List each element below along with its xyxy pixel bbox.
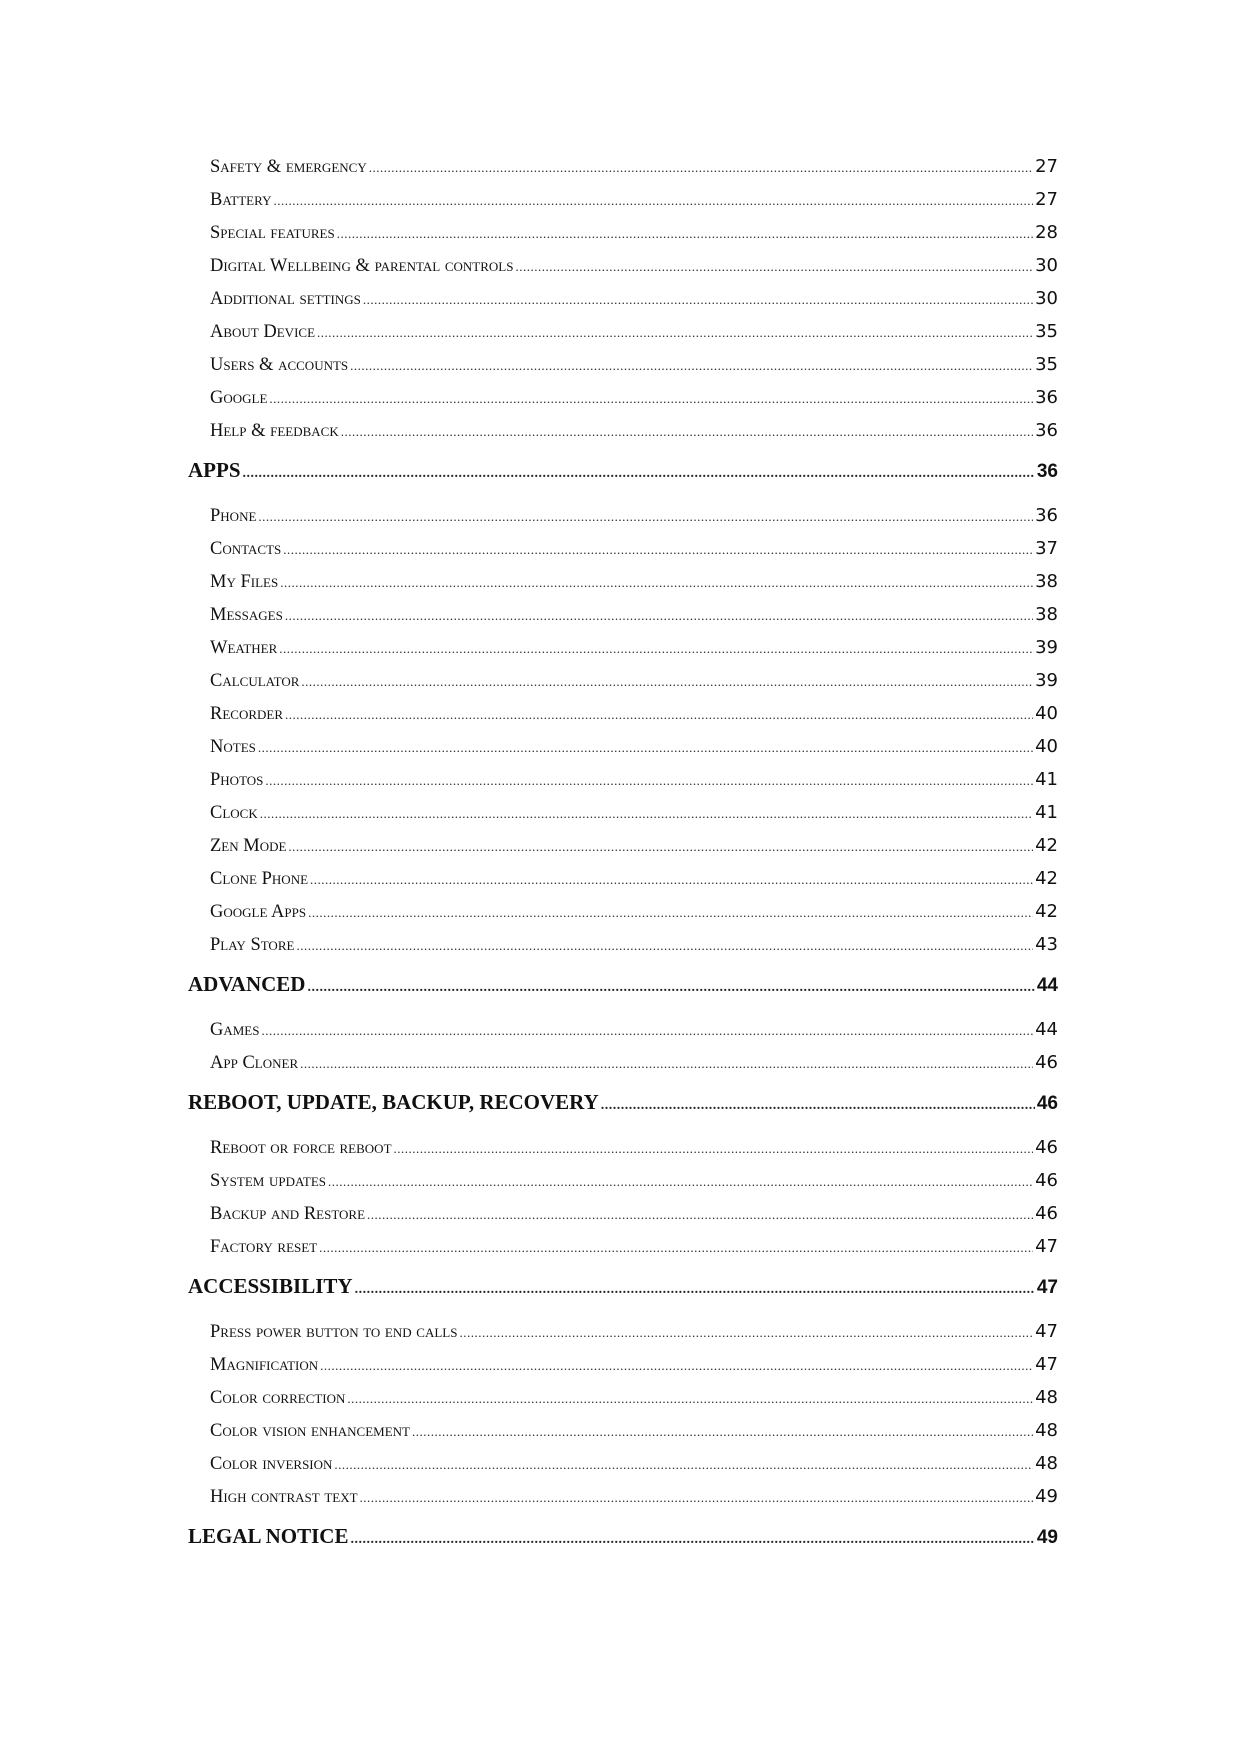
dot-leader xyxy=(363,283,1033,316)
dot-leader xyxy=(308,896,1033,929)
dot-leader xyxy=(328,1165,1033,1198)
dot-leader xyxy=(337,217,1033,250)
dot-leader xyxy=(459,1316,1033,1349)
toc-page-number: 40 xyxy=(1035,736,1058,757)
toc-page-number: 28 xyxy=(1035,222,1058,243)
dot-leader xyxy=(285,599,1033,632)
toc-entry-title: LEGAL NOTICE xyxy=(188,1524,349,1548)
toc-page-number: 42 xyxy=(1035,835,1058,856)
dot-leader xyxy=(285,698,1033,731)
dot-leader xyxy=(310,863,1033,896)
toc-subsection-entry[interactable] xyxy=(210,829,1058,862)
dot-leader xyxy=(347,1382,1033,1415)
toc-subsection-entry[interactable] xyxy=(210,1197,1058,1230)
toc-entry-title: Color correction xyxy=(210,1388,346,1408)
toc-section-entry[interactable] xyxy=(188,967,1058,1001)
toc-entry-title: Messages xyxy=(210,605,283,625)
toc-subsection-entry[interactable] xyxy=(210,1348,1058,1381)
dot-leader xyxy=(394,1132,1034,1165)
dot-leader xyxy=(350,349,1033,382)
toc-page-number: 35 xyxy=(1035,354,1058,375)
toc-entry-title: Clock xyxy=(210,803,258,823)
toc-subsection-entry[interactable] xyxy=(210,1447,1058,1480)
toc-subsection-entry[interactable] xyxy=(210,315,1058,348)
toc-entry-title: Google xyxy=(210,388,268,408)
toc-page-number: 42 xyxy=(1035,901,1058,922)
toc-subsection-entry[interactable] xyxy=(210,598,1058,631)
toc-entry-title: Safety & emergency xyxy=(210,157,367,177)
toc-page-number: 46 xyxy=(1036,1093,1058,1114)
toc-page-number: 30 xyxy=(1035,255,1058,276)
dot-leader xyxy=(261,1014,1033,1047)
toc-page-number: 47 xyxy=(1035,1321,1058,1342)
toc-entry-title: Games xyxy=(210,1020,260,1040)
dot-leader xyxy=(288,830,1033,863)
toc-page-number: 38 xyxy=(1035,571,1058,592)
toc-entry-title: Users & accounts xyxy=(210,355,349,375)
dot-leader xyxy=(279,632,1033,665)
dot-leader xyxy=(307,971,1034,1005)
toc-subsection-entry[interactable] xyxy=(210,1480,1058,1513)
toc-entry-title: My Files xyxy=(210,572,279,592)
toc-entry-title: Backup and Restore xyxy=(210,1204,366,1224)
toc-subsection-entry[interactable] xyxy=(210,895,1058,928)
toc-entry-title: High contrast text xyxy=(210,1487,358,1507)
toc-entry-title: ADVANCED xyxy=(188,972,306,996)
toc-entry-title: Color vision enhancement xyxy=(210,1421,410,1441)
toc-entry-title: Factory reset xyxy=(210,1237,318,1257)
toc-subsection-entry[interactable] xyxy=(210,216,1058,249)
toc-page-number: 41 xyxy=(1035,769,1058,790)
toc-entry-title: Calculator xyxy=(210,671,300,691)
toc-entry-title: APPS xyxy=(188,458,241,482)
toc-subsection-entry[interactable] xyxy=(210,348,1058,381)
dot-leader xyxy=(269,382,1033,415)
dot-leader xyxy=(412,1415,1033,1448)
toc-subsection-entry[interactable] xyxy=(210,1164,1058,1197)
toc-page-number: 46 xyxy=(1035,1137,1058,1158)
dot-leader xyxy=(258,731,1033,764)
toc-entry-title: Help & feedback xyxy=(210,421,339,441)
toc-page-number: 39 xyxy=(1035,637,1058,658)
toc-page-number: 38 xyxy=(1035,604,1058,625)
toc-page-number: 40 xyxy=(1035,703,1058,724)
toc-entry-title: System updates xyxy=(210,1171,327,1191)
toc-page-number: 35 xyxy=(1035,321,1058,342)
toc-page-number: 47 xyxy=(1036,1277,1058,1298)
toc-page-number: 49 xyxy=(1036,1527,1058,1548)
toc-section-entry[interactable] xyxy=(188,453,1058,487)
dot-leader xyxy=(317,316,1033,349)
toc-subsection-entry[interactable] xyxy=(210,1046,1058,1079)
toc-subsection-entry[interactable] xyxy=(210,928,1058,961)
toc-page-number: 46 xyxy=(1035,1052,1058,1073)
toc-page-number: 48 xyxy=(1035,1420,1058,1441)
toc-subsection-entry[interactable] xyxy=(210,1315,1058,1348)
toc-subsection-entry[interactable] xyxy=(210,282,1058,315)
toc-subsection-entry[interactable] xyxy=(210,1131,1058,1164)
dot-leader xyxy=(334,1448,1033,1481)
toc-subsection-entry[interactable] xyxy=(210,381,1058,414)
dot-leader xyxy=(601,1089,1035,1123)
toc-page-number: 36 xyxy=(1035,505,1058,526)
toc-entry-title: App Cloner xyxy=(210,1053,299,1073)
toc-page-number: 44 xyxy=(1035,1019,1058,1040)
dot-leader xyxy=(301,665,1033,698)
toc-subsection-entry[interactable] xyxy=(210,1381,1058,1414)
toc-entry-title: Recorder xyxy=(210,704,284,724)
toc-page-number: 48 xyxy=(1035,1453,1058,1474)
toc-section-entry[interactable] xyxy=(188,1519,1058,1553)
toc-subsection-entry[interactable] xyxy=(210,565,1058,598)
toc-entry-title: Color inversion xyxy=(210,1454,333,1474)
toc-entry-title: Special features xyxy=(210,223,335,243)
toc-subsection-entry[interactable] xyxy=(210,1013,1058,1046)
toc-entry-title: Reboot or force reboot xyxy=(210,1138,392,1158)
toc-subsection-entry[interactable] xyxy=(210,532,1058,565)
toc-page-number: 46 xyxy=(1035,1203,1058,1224)
toc-subsection-entry[interactable] xyxy=(210,631,1058,664)
toc-page-number: 43 xyxy=(1035,934,1058,955)
toc-subsection-entry[interactable] xyxy=(210,796,1058,829)
toc-subsection-entry[interactable] xyxy=(210,664,1058,697)
toc-entry-title: Magnification xyxy=(210,1355,319,1375)
toc-entry-title: Digital Wellbeing & parental controls xyxy=(210,256,514,276)
toc-page-number: 37 xyxy=(1035,538,1058,559)
toc-entry-title: ACCESSIBILITY xyxy=(188,1274,353,1298)
toc-entry-title: Battery xyxy=(210,190,272,210)
dot-leader xyxy=(283,533,1033,566)
toc-section-entry[interactable] xyxy=(188,1269,1058,1303)
toc-page-number: 36 xyxy=(1036,461,1058,482)
dot-leader xyxy=(355,1273,1035,1307)
toc-page-number: 27 xyxy=(1035,189,1058,210)
toc-entry-title: Clone Phone xyxy=(210,869,309,889)
toc-page-number: 44 xyxy=(1036,975,1058,996)
dot-leader xyxy=(258,500,1033,533)
dot-leader xyxy=(296,929,1033,962)
dot-leader xyxy=(260,797,1033,830)
dot-leader xyxy=(515,250,1033,283)
toc-subsection-entry[interactable] xyxy=(210,414,1058,447)
toc-page-number: 27 xyxy=(1035,156,1058,177)
toc-subsection-entry[interactable] xyxy=(210,730,1058,763)
dot-leader xyxy=(280,566,1033,599)
toc-page-number: 49 xyxy=(1035,1486,1058,1507)
toc-subsection-entry[interactable] xyxy=(210,1414,1058,1447)
dot-leader xyxy=(300,1047,1033,1080)
toc-page-number: 30 xyxy=(1035,288,1058,309)
dot-leader xyxy=(273,184,1033,217)
toc-subsection-entry[interactable] xyxy=(210,1230,1058,1263)
toc-section-entry[interactable] xyxy=(188,1085,1058,1119)
toc-subsection-entry[interactable] xyxy=(210,862,1058,895)
toc-page-number: 39 xyxy=(1035,670,1058,691)
toc-page-number: 36 xyxy=(1035,387,1058,408)
toc-subsection-entry[interactable] xyxy=(210,697,1058,730)
toc-entry-title: Play Store xyxy=(210,935,295,955)
toc-entry-title: Weather xyxy=(210,638,278,658)
toc-entry-title: Phone xyxy=(210,506,257,526)
toc-entry-title: REBOOT, UPDATE, BACKUP, RECOVERY xyxy=(188,1090,599,1114)
toc-entry-title: Zen Mode xyxy=(210,836,287,856)
toc-subsection-entry[interactable] xyxy=(210,249,1058,282)
toc-page-number: 41 xyxy=(1035,802,1058,823)
dot-leader xyxy=(360,1481,1034,1514)
toc-page-number: 36 xyxy=(1035,420,1058,441)
toc-entry-title: Press power button to end calls xyxy=(210,1322,458,1342)
table-of-contents xyxy=(188,150,1058,1565)
dot-leader xyxy=(341,415,1033,448)
dot-leader xyxy=(265,764,1033,797)
toc-page-number: 42 xyxy=(1035,868,1058,889)
toc-entry-title: Photos xyxy=(210,770,264,790)
toc-entry-title: Contacts xyxy=(210,539,282,559)
toc-entry-title: Additional settings xyxy=(210,289,361,309)
dot-leader xyxy=(369,151,1033,184)
dot-leader xyxy=(350,1523,1034,1557)
toc-page-number: 46 xyxy=(1035,1170,1058,1191)
toc-page-number: 47 xyxy=(1035,1236,1058,1257)
toc-entry-title: Notes xyxy=(210,737,256,757)
toc-subsection-entry[interactable] xyxy=(210,499,1058,532)
toc-page-number: 48 xyxy=(1035,1387,1058,1408)
dot-leader xyxy=(367,1198,1033,1231)
dot-leader xyxy=(243,457,1035,491)
toc-entry-title: Google Apps xyxy=(210,902,307,922)
toc-subsection-entry[interactable] xyxy=(210,150,1058,183)
dot-leader xyxy=(319,1231,1033,1264)
toc-subsection-entry[interactable] xyxy=(210,183,1058,216)
toc-entry-title: About Device xyxy=(210,322,316,342)
dot-leader xyxy=(320,1349,1033,1382)
toc-page-number: 47 xyxy=(1035,1354,1058,1375)
toc-subsection-entry[interactable] xyxy=(210,763,1058,796)
